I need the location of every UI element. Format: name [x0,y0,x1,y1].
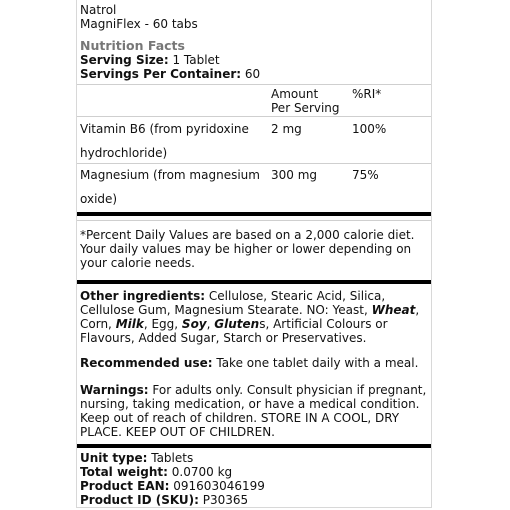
serving-size [80,53,220,67]
ri-header: %RI* [352,87,382,101]
divider [77,220,431,221]
amount-header-line2: Per Serving [271,101,340,115]
nutrient-name-line1: Magnesium (from magnesium [80,168,260,182]
unit-type [80,451,193,465]
unit-type-value: Tablets [147,451,194,465]
ingredients-text: , Corn, [80,303,420,331]
serving-size-label: Serving Size: [80,53,169,67]
serving-size-value: 1 Tablet [168,53,220,67]
product-ean-value: 091603046199 [169,479,265,493]
allergen-wheat: Wheat [371,303,416,317]
nutrient-name [80,117,249,165]
nutrition-facts-title: Nutrition Facts [80,38,185,53]
nutrient-ri: 75% [352,168,379,182]
allergen-milk: Milk [115,317,144,331]
product-line: MagniFlex - 60 tabs [80,17,198,31]
nutrition-label [76,0,432,508]
thick-divider [77,444,431,448]
table-row [77,163,431,209]
nutrient-name-line2: hydrochloride) [80,146,168,160]
ingredients-text: Cellulose, Stearic Acid, Silica, Cellulose Gum, Magnesium Stearate. NO: Yeast, [80,289,386,317]
total-weight [80,465,232,479]
amount-header [271,87,340,115]
daily-value-footnote: *Percent Daily Values are based on a 2,000 calorie diet. Your daily values may be higher or lower depending on your calorie needs. [80,228,415,270]
divider [77,84,431,85]
product-id-value: P30365 [198,493,249,507]
total-weight-value: 0.0700 kg [167,465,233,479]
thick-divider [77,212,431,216]
other-ingredients-label: Other ingredients: [80,289,206,303]
allergen-gluten: Gluten [214,317,260,331]
warnings [80,383,430,439]
nutrient-ri: 100% [352,122,387,136]
warnings-value: For adults only. Consult physician if pregnant, nursing, taking medication, or have a medical condition. Keep out of reach of children. STORE IN A COOL, DRY PLACE. KEEP OUT OF CHILDREN. [80,383,427,439]
ingredients-text: s, Artificial Colours or Flavours, Added Sugar, Starch or Preservatives. [80,317,388,345]
product-ean-label: Product EAN: [80,479,170,493]
product-id [80,493,248,507]
ingredients-text: , [206,317,215,331]
recommended-use-value: Take one tablet daily with a meal. [212,356,419,370]
nutrient-amount: 300 mg [271,168,318,182]
amount-header-line1: Amount [271,87,319,101]
servings-per-container [80,67,260,81]
nutrient-name-line1: Vitamin B6 (from pyridoxine [80,122,249,136]
table-header [77,87,431,115]
nutrient-name [80,163,260,211]
nutrient-name-line2: oxide) [80,192,118,206]
servings-per-container-label: Servings Per Container: [80,67,242,81]
unit-type-label: Unit type: [80,451,148,465]
recommended-use-label: Recommended use: [80,356,213,370]
total-weight-label: Total weight: [80,465,168,479]
recommended-use [80,356,430,370]
nutrient-amount: 2 mg [271,122,302,136]
other-ingredients [80,289,430,345]
product-id-label: Product ID (SKU): [80,493,199,507]
allergen-soy: Soy [181,317,207,331]
thick-divider [77,280,431,284]
servings-per-container-value: 60 [241,67,261,81]
warnings-label: Warnings: [80,383,149,397]
brand-name: Natrol [80,3,117,17]
table-row [77,117,431,163]
product-ean [80,479,265,493]
ingredients-text: , Egg, [143,317,182,331]
